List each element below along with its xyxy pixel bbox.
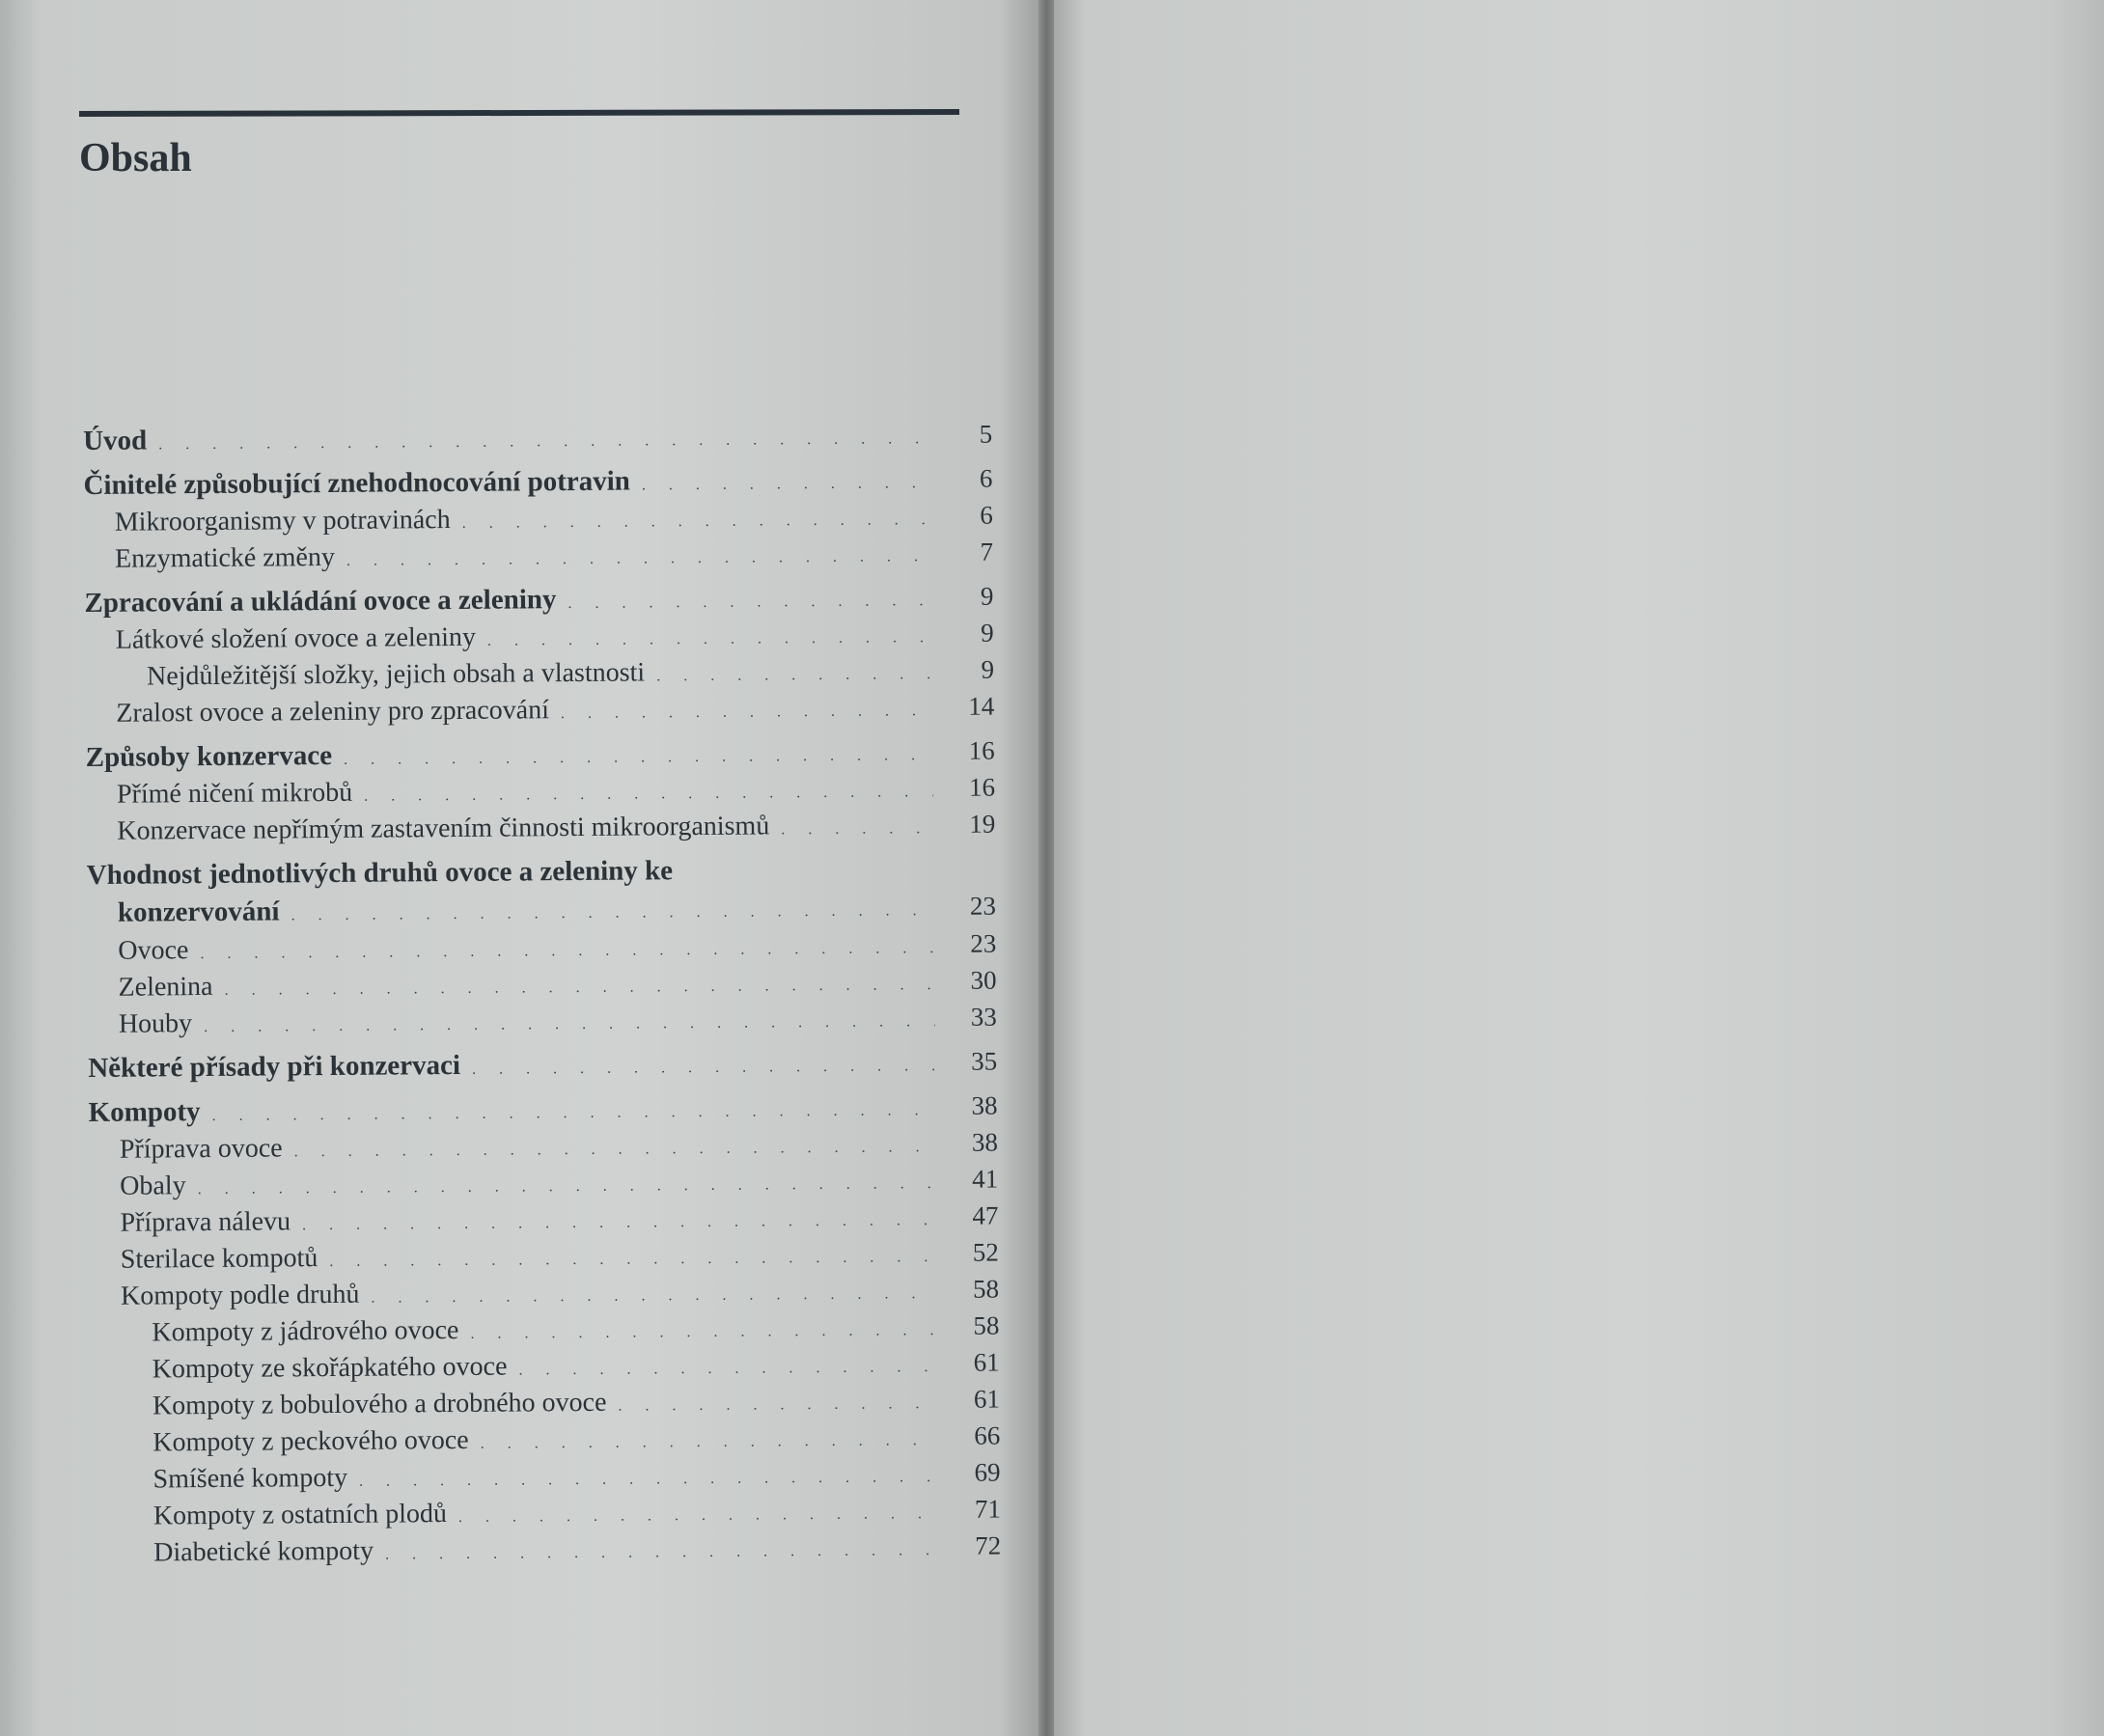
toc-entry-label: Kompoty z bobulového a drobného ovoce — [152, 1387, 607, 1421]
toc-entry-label: Zralost ovoce a zeleniny pro zpracování — [116, 695, 550, 729]
leader-dots — [385, 1532, 939, 1574]
leader-dots — [561, 693, 933, 732]
toc-entry-label: Kompoty podle druhů — [120, 1279, 360, 1311]
toc-entry-label: Enzymatické změny — [114, 541, 336, 574]
toc-entry-label: Kompoty — [88, 1096, 201, 1128]
leader-dots — [158, 421, 930, 463]
toc-page-number: 23 — [970, 928, 997, 958]
leader-dots — [204, 1004, 935, 1046]
leader-dots — [642, 465, 931, 504]
leader-dots — [294, 1129, 937, 1171]
leader-dots — [346, 538, 931, 580]
toc-page-number: 5 — [979, 419, 993, 449]
toc-entry — [88, 1043, 997, 1087]
toc-page-number: 47 — [972, 1200, 999, 1230]
toc-entry-label: konzervování — [117, 896, 280, 928]
toc-entry — [83, 460, 992, 504]
leader-dots — [568, 583, 931, 622]
leader-dots — [359, 1459, 939, 1501]
toc-left — [83, 416, 1001, 1571]
toc-entry-label: Zpracování a ukládání ovoce a zeleniny — [84, 584, 557, 619]
leader-dots — [371, 1276, 937, 1317]
toc-page-number: 6 — [980, 500, 993, 530]
leader-dots — [618, 1386, 938, 1425]
leader-dots — [212, 1092, 936, 1135]
leader-dots — [291, 892, 934, 935]
toc-page-number: 7 — [980, 537, 994, 566]
toc-entry-label: Houby — [118, 1008, 193, 1039]
toc-entry-label: Některé přísady při konzervaci — [88, 1049, 461, 1084]
toc-page-number: 6 — [979, 463, 993, 493]
toc-page-number: 61 — [973, 1384, 1001, 1414]
toc-entry-label: Přímé ničení mikrobů — [116, 777, 353, 810]
toc-entry — [83, 416, 992, 459]
toc-entry — [85, 688, 994, 731]
toc-entry-label: Úvod — [83, 425, 148, 456]
left-page — [0, 0, 1040, 1736]
toc-page-number: 9 — [980, 581, 994, 611]
toc-entry-label: Obaly — [120, 1171, 186, 1201]
toc-page-number: 14 — [968, 691, 995, 721]
leader-dots — [481, 1422, 939, 1463]
leader-dots — [470, 1312, 937, 1353]
toc-entry-label: Kompoty z peckového ovoce — [152, 1424, 469, 1458]
toc-page-number: 16 — [968, 772, 996, 802]
toc-entry-label: Kompoty z jádrového ovoce — [152, 1314, 459, 1348]
toc-page-number: 41 — [972, 1164, 999, 1194]
toc-entry — [85, 651, 994, 695]
toc-entry-label: Ovoce — [118, 935, 189, 966]
right-page — [1054, 0, 2104, 1736]
toc-entry-label: Mikroorganismy v potravinách — [114, 505, 451, 537]
toc-entry — [84, 497, 993, 540]
toc-page-number: 19 — [969, 809, 996, 839]
toc-entry-label: Příprava ovoce — [119, 1133, 283, 1165]
leader-dots — [458, 1496, 939, 1536]
toc-page-number: 69 — [974, 1457, 1001, 1487]
toc-page-number: 38 — [971, 1090, 998, 1120]
toc-page-number: 52 — [972, 1237, 999, 1267]
leader-dots — [656, 656, 932, 695]
toc-entry-continuation — [87, 887, 996, 932]
leader-dots — [344, 737, 933, 779]
leader-dots — [200, 930, 934, 973]
toc-page-number: 71 — [974, 1494, 1001, 1524]
toc-page-number: 33 — [970, 1002, 997, 1032]
toc-entry — [84, 578, 993, 621]
leader-dots — [487, 620, 932, 660]
toc-entry-label: Zelenina — [118, 971, 213, 1003]
toc-page-number: 58 — [973, 1310, 1000, 1340]
toc-entry — [85, 615, 994, 658]
toc-entry-label: Kompoty z ostatních plodů — [152, 1499, 448, 1531]
toc-entry — [91, 1381, 1000, 1424]
leader-dots — [518, 1349, 938, 1389]
toc-entry-label: Příprava nálevu — [120, 1206, 291, 1238]
toc-entry — [86, 732, 995, 776]
toc-page-number: 16 — [968, 735, 995, 765]
leader-dots — [302, 1202, 937, 1244]
toc-entry — [91, 1418, 1000, 1461]
leader-dots — [198, 1166, 937, 1208]
toc-entry-label: Činitelé způsobující znehodnocování potravin — [83, 465, 630, 501]
toc-entry-label: Způsoby konzervace — [85, 739, 333, 773]
toc-page-number: 72 — [975, 1530, 1002, 1560]
toc-page-number: 38 — [971, 1127, 999, 1157]
toc-page-number: 35 — [971, 1046, 998, 1076]
toc-page-number: 30 — [970, 965, 997, 995]
toc-entry-label: Látkové složení ovoce a zeleniny — [115, 621, 477, 655]
toc-entry — [86, 806, 995, 849]
title-rule — [79, 109, 959, 117]
leader-dots — [781, 811, 933, 848]
page-title: Obsah — [79, 136, 192, 180]
toc-page-number: 61 — [973, 1347, 1000, 1377]
toc-entry-label: Vhodnost jednotlivých druhů ovoce a zeleniny ke — [86, 855, 674, 891]
toc-entry-label: Kompoty ze skořápkatého ovoce — [152, 1351, 508, 1385]
toc-page-number: 66 — [974, 1420, 1001, 1450]
leader-dots — [224, 967, 934, 1009]
toc-entry-label: Diabetické kompoty — [153, 1535, 374, 1568]
toc-entry-label: Sterilace kompotů — [120, 1243, 318, 1275]
toc-page-number: 58 — [972, 1274, 1000, 1304]
toc-page-number: 9 — [981, 618, 994, 648]
leader-dots — [472, 1048, 935, 1088]
toc-entry-label: Smíšené kompoty — [152, 1462, 348, 1495]
leader-dots — [462, 502, 931, 542]
toc-entry-label: Nejdůležitější složky, jejich obsah a vlastnosti — [146, 657, 646, 692]
leader-dots — [329, 1239, 937, 1281]
toc-entry — [88, 1088, 997, 1131]
toc-entry-label: Konzervace nepřímým zastavením činnosti mikroorganismů — [117, 811, 770, 846]
toc-page-number: 9 — [981, 654, 995, 684]
toc-page-number: 23 — [969, 891, 997, 921]
